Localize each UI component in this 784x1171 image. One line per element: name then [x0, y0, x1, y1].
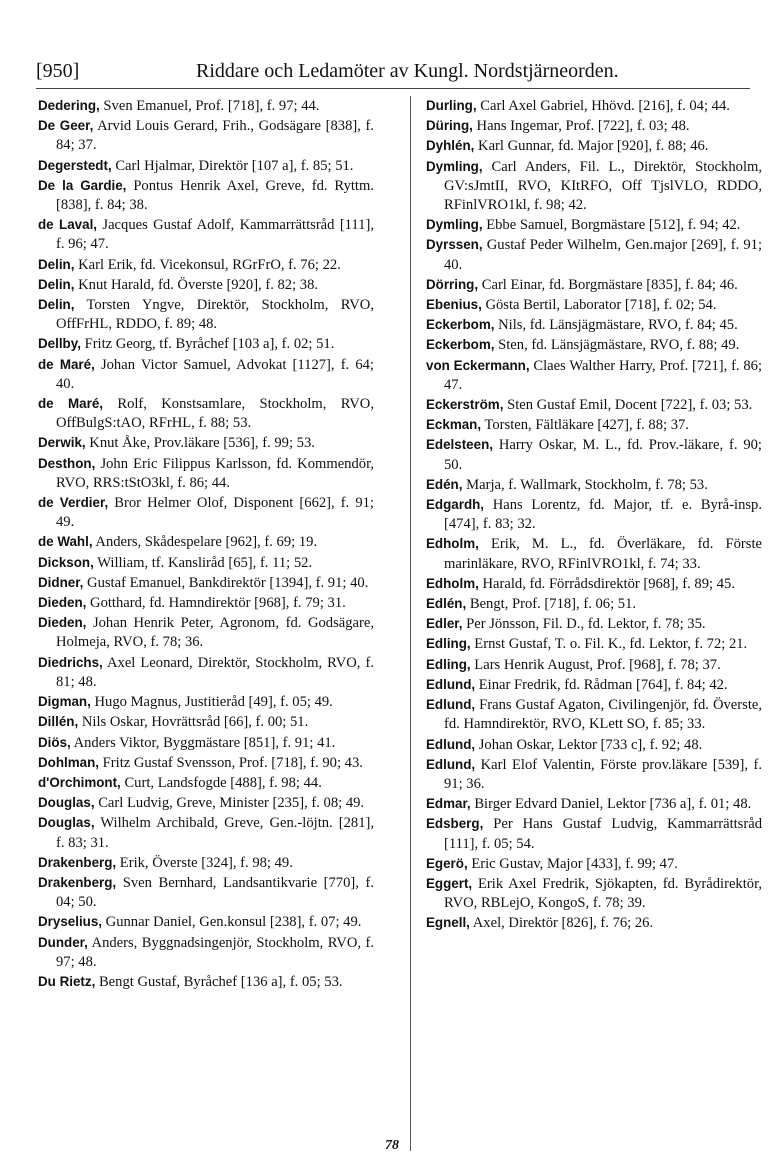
entry-details: Arvid Louis Gerard, Frih., Godsägare [838], f. 84; 37. [56, 118, 375, 154]
entry-details: Carl Ludvig, Greve, Minister [235], f. 08; 49. [98, 795, 365, 812]
entry-details: Rolf, Konstsamlare, Stockholm, RVO, OffBulgS:tAO, RFrHL, f. 88; 53. [56, 396, 374, 432]
directory-entry [38, 96, 374, 116]
entry-surname: Degerstedt, [38, 157, 112, 173]
entry-surname: Edlund, [426, 736, 476, 752]
directory-entry [38, 593, 374, 613]
entry-surname: Drakenberg, [38, 874, 117, 890]
entry-surname: Du Rietz, [38, 973, 96, 989]
directory-entry [426, 614, 762, 634]
directory-entry [38, 255, 374, 275]
directory-entry [426, 913, 762, 933]
directory-entry [38, 275, 374, 295]
entry-surname: Delin, [38, 256, 75, 272]
entry-details: Curt, Landsfogde [488], f. 98; 44. [124, 774, 322, 791]
right-column [426, 96, 762, 934]
directory-entry [38, 532, 374, 552]
entry-details: Carl Hjalmar, Direktör [107 a], f. 85; 51. [115, 157, 354, 174]
directory-entry [426, 655, 762, 675]
directory-entry [426, 634, 762, 654]
directory-entry [38, 653, 374, 692]
entry-details: Johan Oskar, Lektor [733 c], f. 92; 48. [478, 736, 703, 753]
entry-details: Karl Erik, fd. Vicekonsul, RGrFrO, f. 76; 22. [78, 256, 341, 273]
directory-entry [38, 553, 374, 573]
running-title: Riddare och Ledamöter av Kungl. Nordstjärneorden. [196, 60, 619, 82]
directory-entry [426, 574, 762, 594]
entry-details: John Eric Filippus Karlsson, fd. Kommendör, RVO, RRS:tStO3kl, f. 86; 44. [56, 455, 374, 491]
entry-details: Sten Gustaf Emil, Docent [722], f. 03; 53. [507, 397, 753, 414]
directory-entry [426, 96, 762, 116]
entry-surname: Dickson, [38, 554, 94, 570]
entry-details: Gotthard, fd. Hamndirektör [968], f. 79; 31. [90, 595, 346, 612]
entry-surname: Dohlman, [38, 754, 100, 770]
directory-entry [426, 854, 762, 874]
directory-entry [38, 156, 374, 176]
entry-surname: de Maré, [38, 356, 95, 372]
entry-surname: Eckerbom, [426, 337, 495, 353]
entry-details: Per Hans Gustaf Ludvig, Kammarrättsråd [111], f. 05; 54. [444, 816, 762, 852]
entry-surname: Desthon, [38, 455, 96, 471]
directory-entry [38, 813, 374, 852]
entry-details: Hans Ingemar, Prof. [722], f. 03; 48. [476, 118, 690, 135]
entry-surname: Edlund, [426, 756, 476, 772]
entry-details: Anders, Skådespelare [962], f. 69; 19. [95, 534, 318, 551]
entry-surname: Egnell, [426, 915, 470, 931]
directory-entry [38, 912, 374, 932]
entry-details: Erik Axel Fredrik, Sjökapten, fd. Byrådirektör, RVO, RBLejO, KongoS, f. 78; 39. [444, 875, 762, 912]
entry-details: Gustaf Peder Wilhelm, Gen.major [269], f. 91; 40. [444, 237, 763, 273]
directory-entry [426, 814, 762, 853]
entry-surname: Durling, [426, 98, 477, 113]
entry-surname: Düring, [426, 118, 473, 134]
entry-surname: d'Orchimont, [38, 774, 121, 790]
entry-surname: Didner, [38, 574, 84, 590]
entry-details: Pontus Henrik Axel, Greve, fd. Ryttm. [838], f. 84; 38. [56, 177, 374, 214]
entry-surname: Edholm, [426, 575, 479, 591]
directory-entry [426, 874, 762, 913]
entry-details: Carl Axel Gabriel, Hhövd. [216], f. 04; 44. [480, 98, 730, 114]
directory-entry [426, 157, 762, 216]
entry-details: Anders Viktor, Byggmästare [851], f. 91; 41. [73, 734, 336, 751]
directory-entry [38, 873, 374, 912]
entry-details: Gösta Bertil, Laborator [718], f. 02; 54. [485, 297, 717, 314]
directory-entry [38, 433, 374, 453]
directory-entry [38, 853, 374, 873]
entry-surname: Dymling, [426, 158, 483, 174]
page-header [36, 58, 750, 89]
directory-entry [426, 495, 762, 534]
entry-surname: Diös, [38, 734, 71, 750]
directory-entry [38, 116, 374, 155]
entry-surname: Edelsteen, [426, 437, 493, 453]
entry-surname: Digman, [38, 694, 91, 710]
directory-entry [426, 415, 762, 435]
entry-details: Harry Oskar, M. L., fd. Prov.-läkare, f. 90; 50. [444, 437, 762, 473]
entry-surname: Edsberg, [426, 816, 484, 832]
entry-surname: Delin, [38, 297, 75, 313]
entry-details: Torsten Yngve, Direktör, Stockholm, RVO, OffFrHL, RDDO, f. 89; 48. [56, 297, 374, 333]
directory-entry [426, 435, 762, 474]
directory-entry [426, 755, 762, 794]
directory-entry [38, 753, 374, 773]
entry-surname: Derwik, [38, 435, 86, 451]
entry-details: Ebbe Samuel, Borgmästare [512], f. 94; 42. [486, 217, 741, 234]
entry-surname: Edmar, [426, 796, 471, 812]
directory-entry [38, 712, 374, 732]
directory-entry [38, 972, 374, 992]
directory-entry [426, 215, 762, 235]
directory-entry [38, 334, 374, 354]
entry-surname: Edling, [426, 656, 471, 672]
entry-details: Harald, fd. Förrådsdirektör [968], f. 89; 45. [482, 575, 735, 592]
directory-entry [426, 395, 762, 415]
entry-surname: Edén, [426, 476, 463, 492]
directory-entry [38, 933, 374, 972]
entry-details: Axel Leonard, Direktör, Stockholm, RVO, f. 81; 48. [56, 654, 374, 690]
entry-surname: Edler, [426, 616, 463, 632]
directory-entry [38, 573, 374, 593]
entry-surname: Edgardh, [426, 497, 485, 513]
entry-details: Ernst Gustaf, T. o. Fil. K., fd. Lektor, f. 72; 21. [474, 636, 748, 653]
directory-entry [426, 275, 762, 295]
directory-entry [426, 295, 762, 315]
directory-entry [38, 733, 374, 753]
entry-surname: Eckerström, [426, 397, 504, 413]
directory-entry [38, 773, 374, 793]
directory-entry [38, 215, 374, 254]
entry-surname: Douglas, [38, 815, 95, 831]
entry-details: Carl Einar, fd. Borgmästare [835], f. 84; 46. [481, 276, 738, 293]
entry-surname: Dellby, [38, 336, 81, 352]
entry-details: Karl Gunnar, fd. Major [920], f. 88; 46. [478, 138, 709, 155]
entry-details: Sven Emanuel, Prof. [718], f. 97; 44. [103, 98, 320, 114]
directory-entry [426, 356, 762, 395]
entry-details: Karl Elof Valentin, Förste prov.läkare [539], f. 91; 36. [444, 756, 762, 792]
directory-entry [426, 534, 762, 573]
column-divider [410, 96, 411, 1151]
entry-surname: Dyhlén, [426, 138, 475, 154]
entry-surname: Dyrssen, [426, 237, 483, 253]
entry-details: Gunnar Daniel, Gen.konsul [238], f. 07; 49. [105, 914, 362, 931]
entry-details: Frans Gustaf Agaton, Civilingenjör, fd. Överste, fd. Hamndirektör, RVO, KLett SO, f. 85; 33. [444, 697, 762, 733]
entry-details: Sven Bernhard, Landsantikvarie [770], f. 04; 50. [56, 874, 374, 911]
directory-entry [38, 295, 374, 334]
directory-entry [38, 394, 374, 433]
entry-surname: Edlén, [426, 596, 467, 612]
entry-surname: De la Gardie, [38, 177, 127, 193]
entry-surname: Dymling, [426, 217, 483, 233]
entry-details: Fritz Georg, tf. Byråchef [103 a], f. 02; 51. [84, 336, 335, 353]
entry-surname: Edlund, [426, 676, 476, 692]
directory-entry [38, 355, 374, 394]
directory-entry [426, 315, 762, 335]
entry-surname: Eckman, [426, 417, 482, 433]
entry-surname: Eckerbom, [426, 317, 495, 333]
entry-surname: Dieden, [38, 595, 87, 611]
entry-surname: de Wahl, [38, 534, 93, 550]
entry-surname: De Geer, [38, 118, 94, 134]
entry-surname: Dillén, [38, 714, 79, 730]
entry-surname: de Maré, [38, 396, 104, 412]
entry-surname: Dieden, [38, 615, 87, 631]
entry-details: Erik, M. L., fd. Överläkare, fd. Förste marinläkare, RVO, RFinlVRO1kl, f. 74; 33. [444, 536, 763, 572]
entry-surname: Ebenius, [426, 297, 482, 313]
entry-details: Jacques Gustaf Adolf, Kammarrättsråd [111], f. 96; 47. [56, 217, 374, 253]
entry-surname: Egerö, [426, 855, 468, 871]
entry-details: Bror Helmer Olof, Disponent [662], f. 91; 49. [56, 495, 374, 531]
directory-entry [426, 136, 762, 156]
signature-mark: 78 [385, 1138, 399, 1153]
entry-surname: Dörring, [426, 276, 479, 292]
entry-details: Axel, Direktör [826], f. 76; 26. [472, 915, 654, 932]
entry-surname: de Verdier, [38, 495, 109, 511]
entry-surname: Diedrichs, [38, 654, 103, 670]
directory-entry [426, 475, 762, 495]
entry-details: Claes Walther Harry, Prof. [721], f. 86; 47. [444, 357, 763, 393]
entry-surname: Drakenberg, [38, 854, 117, 870]
directory-entry [38, 613, 374, 652]
entry-details: Einar Fredrik, fd. Rådman [764], f. 84; 42. [478, 676, 728, 693]
entry-details: Nils Oskar, Hovrättsråd [66], f. 00; 51. [81, 714, 309, 731]
entry-details: Knut Åke, Prov.läkare [536], f. 99; 53. [89, 435, 315, 452]
directory-entry [38, 793, 374, 813]
page-number: [950] [36, 60, 80, 82]
entry-details: Eric Gustav, Major [433], f. 99; 47. [471, 855, 678, 872]
directory-entry [38, 692, 374, 712]
directory-entry [426, 675, 762, 695]
directory-entry [38, 454, 374, 493]
entry-details: Erik, Överste [324], f. 98; 49. [119, 854, 293, 871]
entry-details: Bengt, Prof. [718], f. 06; 51. [469, 596, 637, 613]
entry-details: Sten, fd. Länsjägmästare, RVO, f. 88; 49. [498, 337, 740, 354]
entry-details: Johan Victor Samuel, Advokat [1127], f. 64; 40. [56, 356, 374, 392]
entry-details: William, tf. Kansliråd [65], f. 11; 52. [97, 554, 313, 571]
entry-surname: Edling, [426, 636, 471, 652]
entry-surname: Dryselius, [38, 914, 103, 930]
entry-details: Bengt Gustaf, Byråchef [136 a], f. 05; 53. [98, 973, 343, 990]
entry-surname: Dedering, [38, 98, 100, 113]
entry-details: Marja, f. Wallmark, Stockholm, f. 78; 53. [466, 476, 708, 493]
entry-details: Knut Harald, fd. Överste [920], f. 82; 38. [78, 276, 319, 293]
entry-details: Hans Lorentz, fd. Major, tf. e. Byrå-insp. [474], f. 83; 32. [444, 497, 762, 533]
entry-surname: von Eckermann, [426, 357, 530, 373]
entry-details: Wilhelm Archibald, Greve, Gen.-löjtn. [281], f. 83; 31. [56, 815, 374, 851]
entry-details: Anders, Byggnadsingenjör, Stockholm, RVO, f. 97; 48. [56, 934, 374, 970]
directory-entry [426, 735, 762, 755]
entry-surname: Delin, [38, 276, 75, 292]
entry-surname: Edholm, [426, 536, 479, 552]
entry-details: Hugo Magnus, Justitieråd [49], f. 05; 49. [94, 694, 333, 711]
entry-details: Torsten, Fältläkare [427], f. 88; 37. [484, 417, 689, 434]
directory-entry [38, 176, 374, 215]
left-column [38, 96, 374, 992]
entry-surname: Dunder, [38, 934, 88, 950]
entry-details: Lars Henrik August, Prof. [968], f. 78; 37. [474, 656, 721, 673]
directory-entry [426, 594, 762, 614]
directory-entry [38, 493, 374, 532]
entry-surname: Edlund, [426, 697, 476, 713]
entry-details: Birger Edvard Daniel, Lektor [736 a], f. 01; 48. [474, 796, 752, 813]
entry-surname: Eggert, [426, 875, 473, 891]
entry-details: Johan Henrik Peter, Agronom, fd. Godsägare, Holmeja, RVO, f. 78; 36. [56, 615, 374, 651]
directory-entry [426, 235, 762, 274]
entry-details: Fritz Gustaf Svensson, Prof. [718], f. 90; 43. [102, 754, 363, 771]
entry-details: Nils, fd. Länsjägmästare, RVO, f. 84; 45. [498, 317, 738, 334]
entry-details: Gustaf Emanuel, Bankdirektör [1394], f. 91; 40. [87, 574, 369, 591]
directory-entry [426, 116, 762, 136]
directory-entry [426, 794, 762, 814]
entry-details: Carl Anders, Fil. L., Direktör, Stockholm, GV:sJmtII, RVO, KItRFO, Off TjslVLO, RDDO, RFinlVRO1kl, f. 98; 42. [444, 158, 762, 214]
entry-surname: de Laval, [38, 217, 98, 233]
directory-entry [426, 335, 762, 355]
entry-surname: Douglas, [38, 795, 95, 811]
entry-details: Per Jönsson, Fil. D., fd. Lektor, f. 78; 35. [466, 616, 706, 633]
directory-entry [426, 695, 762, 734]
